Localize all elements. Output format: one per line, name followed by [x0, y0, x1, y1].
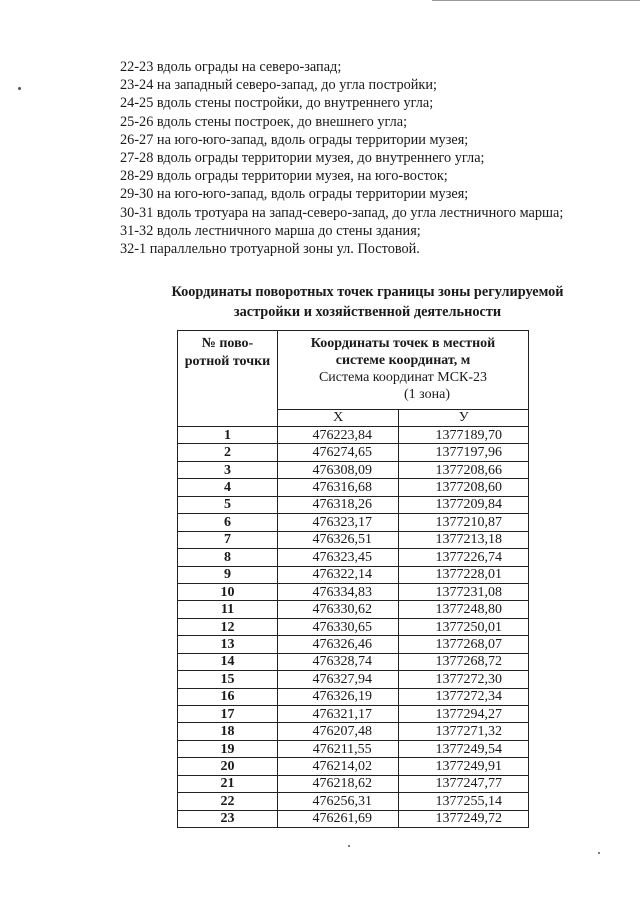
header-coordinates-line: Координаты точек в местной [310, 336, 496, 351]
boundary-segment: 23-24 на западный северо-запад, до угла постройки; [120, 77, 437, 94]
point-number-cell: 2 [178, 444, 278, 461]
y-coordinate-cell: 1377228,01 [399, 566, 529, 583]
x-coordinate-cell: 476330,65 [278, 618, 399, 635]
y-coordinate-cell: 1377209,84 [399, 496, 529, 513]
x-coordinate-cell: 476207,48 [278, 723, 399, 740]
x-coordinate-cell: 476321,17 [278, 706, 399, 723]
table-row [178, 706, 529, 723]
point-number-cell: 10 [178, 583, 278, 600]
table-row [178, 514, 529, 531]
x-coordinate-cell: 476326,19 [278, 688, 399, 705]
y-coordinate-cell: 1377249,54 [399, 740, 529, 757]
y-coordinate-cell: 1377250,01 [399, 618, 529, 635]
point-number-cell: 21 [178, 775, 278, 792]
table-row [178, 688, 529, 705]
y-coordinate-cell: 1377197,96 [399, 444, 529, 461]
x-coordinate-cell: 476218,62 [278, 775, 399, 792]
point-number-cell: 18 [178, 723, 278, 740]
point-number-cell: 9 [178, 566, 278, 583]
table-row [178, 427, 529, 444]
point-number-cell: 17 [178, 706, 278, 723]
point-number-cell: 3 [178, 461, 278, 478]
column-x-header: Х [278, 410, 399, 427]
table-row [178, 793, 529, 810]
coordinate-system-name: Система координат МСК-23 [318, 370, 488, 385]
boundary-segment: 22-23 вдоль ограды на северо-запад; [120, 59, 342, 75]
x-coordinate-cell: 476334,83 [278, 583, 399, 600]
point-number-cell: 5 [178, 496, 278, 513]
point-number-cell: 15 [178, 671, 278, 688]
boundary-segment: 29-30 на юго-юго-запад, вдоль ограды территории музея; [120, 186, 469, 203]
boundary-segment: 32-1 параллельно тротуарной зоны ул. Постовой. [120, 241, 420, 258]
y-coordinate-cell: 1377268,07 [399, 636, 529, 653]
y-coordinate-cell: 1377294,27 [399, 706, 529, 723]
table-row [178, 740, 529, 757]
scan-speck [598, 852, 600, 854]
x-coordinate-cell: 476323,45 [278, 549, 399, 566]
boundary-segment: 27-28 вдоль ограды территории музея, до внутреннего угла; [120, 150, 485, 167]
y-coordinate-cell: 1377271,32 [399, 723, 529, 740]
point-number-cell: 7 [178, 531, 278, 548]
boundary-segment: 24-25 вдоль стены постройки, до внутреннего угла; [120, 95, 434, 112]
point-number-cell: 8 [178, 549, 278, 566]
boundary-segment: 31-32 вдоль лестничного марша до стены здания; [120, 222, 421, 239]
x-coordinate-cell: 476211,55 [278, 740, 399, 757]
table-row [178, 653, 529, 670]
x-coordinate-cell: 476308,09 [278, 461, 399, 478]
coordinates-table [177, 330, 529, 828]
scan-top-edge-line [432, 0, 640, 1]
y-coordinate-cell: 1377255,14 [399, 793, 529, 810]
x-coordinate-cell: 476330,62 [278, 601, 399, 618]
scan-speck [18, 87, 21, 90]
header-point-number-line: ротной точки [184, 353, 271, 369]
y-coordinate-cell: 1377213,18 [399, 531, 529, 548]
table-row [178, 531, 529, 548]
x-coordinate-cell: 476214,02 [278, 758, 399, 775]
x-coordinate-cell: 476223,84 [278, 427, 399, 444]
table-row [178, 671, 529, 688]
table-row [178, 479, 529, 496]
table-row [178, 723, 529, 740]
scan-speck [348, 845, 350, 847]
y-coordinate-cell: 1377189,70 [399, 427, 529, 444]
point-number-cell: 12 [178, 618, 278, 635]
y-coordinate-cell: 1377208,60 [399, 479, 529, 496]
y-coordinate-cell: 1377248,80 [399, 601, 529, 618]
boundary-segment: 30-31 вдоль тротуара на запад-северо-запад, до угла лестничного марша; [120, 204, 564, 221]
table-row [178, 618, 529, 635]
y-coordinate-cell: 1377231,08 [399, 583, 529, 600]
header-coordinates-line: системе координат, м [335, 353, 471, 368]
point-number-cell: 16 [178, 688, 278, 705]
x-coordinate-cell: 476256,31 [278, 793, 399, 810]
table-row [178, 496, 529, 513]
boundary-segment: 25-26 вдоль стены построек, до внешнего угла; [120, 113, 408, 130]
point-number-cell: 23 [178, 810, 278, 827]
table-row [178, 810, 529, 827]
boundary-description-list [120, 58, 563, 258]
y-coordinate-cell: 1377210,87 [399, 514, 529, 531]
table-row [178, 566, 529, 583]
y-coordinate-cell: 1377226,74 [399, 549, 529, 566]
column-y-header: У [399, 410, 529, 427]
table-row [178, 758, 529, 775]
section-title-line: Координаты поворотных точек границы зоны регулируемой [171, 284, 564, 300]
table-row [178, 583, 529, 600]
y-coordinate-cell: 1377272,34 [399, 688, 529, 705]
x-coordinate-cell: 476261,69 [278, 810, 399, 827]
y-coordinate-cell: 1377208,66 [399, 461, 529, 478]
table-row [178, 636, 529, 653]
header-point-number [178, 331, 278, 427]
y-coordinate-cell: 1377268,72 [399, 653, 529, 670]
header-point-number-line: № пово- [201, 336, 254, 351]
x-coordinate-cell: 476318,26 [278, 496, 399, 513]
boundary-segment: 26-27 на юго-юго-запад, вдоль ограды территории музея; [120, 131, 469, 148]
y-coordinate-cell: 1377272,30 [399, 671, 529, 688]
coordinate-system-zone: (1 зона) [404, 387, 450, 402]
point-number-cell: 6 [178, 514, 278, 531]
y-coordinate-cell: 1377249,72 [399, 810, 529, 827]
x-coordinate-cell: 476326,51 [278, 531, 399, 548]
table-row [178, 549, 529, 566]
section-title-line: застройки и хозяйственной деятельности [233, 304, 502, 320]
point-number-cell: 22 [178, 793, 278, 810]
section-title [140, 282, 595, 322]
header-coordinates [278, 331, 529, 410]
y-coordinate-cell: 1377249,91 [399, 758, 529, 775]
table-row [178, 444, 529, 461]
point-number-cell: 19 [178, 740, 278, 757]
x-coordinate-cell: 476274,65 [278, 444, 399, 461]
boundary-segment: 28-29 вдоль ограды территории музея, на юго-восток; [120, 168, 448, 185]
point-number-cell: 13 [178, 636, 278, 653]
point-number-cell: 1 [178, 427, 278, 444]
x-coordinate-cell: 476326,46 [278, 636, 399, 653]
table-row [178, 461, 529, 478]
point-number-cell: 4 [178, 479, 278, 496]
x-coordinate-cell: 476327,94 [278, 671, 399, 688]
x-coordinate-cell: 476316,68 [278, 479, 399, 496]
y-coordinate-cell: 1377247,77 [399, 775, 529, 792]
point-number-cell: 11 [178, 601, 278, 618]
point-number-cell: 14 [178, 653, 278, 670]
table-row [178, 775, 529, 792]
table-row [178, 601, 529, 618]
x-coordinate-cell: 476323,17 [278, 514, 399, 531]
coordinates-table-body [178, 427, 529, 828]
x-coordinate-cell: 476328,74 [278, 653, 399, 670]
x-coordinate-cell: 476322,14 [278, 566, 399, 583]
point-number-cell: 20 [178, 758, 278, 775]
